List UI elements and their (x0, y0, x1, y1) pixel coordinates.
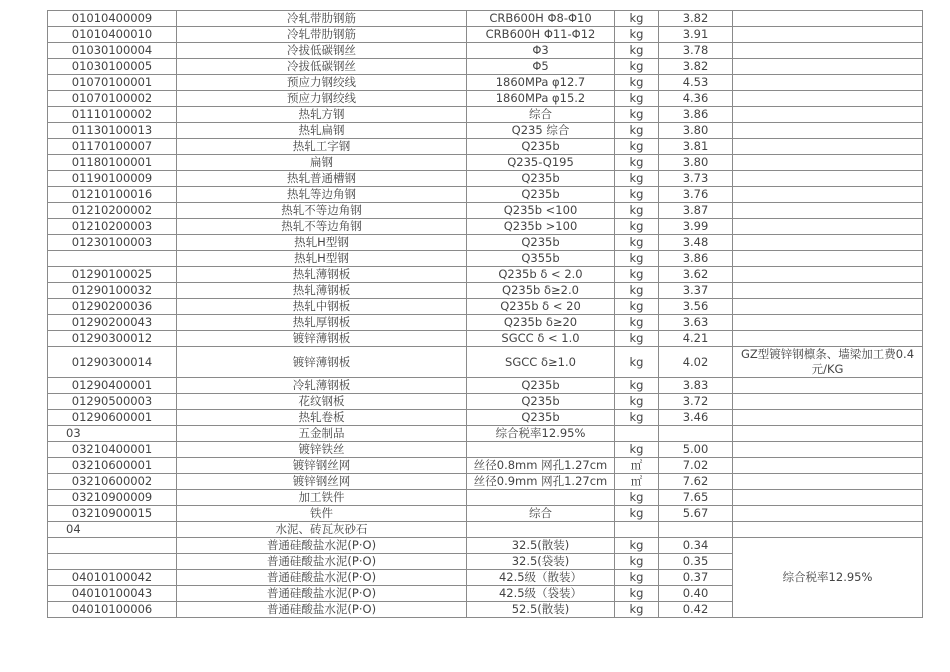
cell-code: 01010400010 (48, 27, 177, 43)
cell-price: 0.40 (659, 586, 733, 602)
cell-price: 7.62 (659, 474, 733, 490)
cell-code: 01170100007 (48, 139, 177, 155)
cell-note (733, 27, 923, 43)
cell-note (733, 43, 923, 59)
cell-unit: kg (615, 283, 659, 299)
cell-name: 五金制品 (177, 426, 467, 442)
cell-note (733, 91, 923, 107)
cell-note (733, 378, 923, 394)
table-row (48, 43, 923, 59)
cell-name: 冷轧带肋钢筋 (177, 27, 467, 43)
cell-name: 预应力钢绞线 (177, 91, 467, 107)
cell-unit: kg (615, 219, 659, 235)
cell-price: 3.80 (659, 155, 733, 171)
cell-unit: kg (615, 91, 659, 107)
cell-name: 冷拔低碳钢丝 (177, 43, 467, 59)
cell-unit (615, 426, 659, 442)
cell-note (733, 442, 923, 458)
cell-spec: Q235b (467, 410, 615, 426)
table-row (48, 347, 923, 378)
cell-price (659, 426, 733, 442)
cell-spec: 32.5(袋装) (467, 554, 615, 570)
cell-code: 01290100025 (48, 267, 177, 283)
cell-spec: CRB600H Φ11-Φ12 (467, 27, 615, 43)
cell-code: 01070100002 (48, 91, 177, 107)
cell-note (733, 410, 923, 426)
table-row (48, 458, 923, 474)
cell-price: 3.62 (659, 267, 733, 283)
cell-name: 普通硅酸盐水泥(P·O) (177, 586, 467, 602)
cell-name: 热轧中钢板 (177, 299, 467, 315)
table-row (48, 155, 923, 171)
cell-code: 01210200002 (48, 203, 177, 219)
cell-price: 3.87 (659, 203, 733, 219)
cell-name: 热轧H型钢 (177, 251, 467, 267)
cell-price: 3.80 (659, 123, 733, 139)
cell-name: 热轧不等边角钢 (177, 203, 467, 219)
cell-code: 04010100006 (48, 602, 177, 618)
cell-note (733, 219, 923, 235)
cell-spec: Q235b >100 (467, 219, 615, 235)
cell-price: 3.46 (659, 410, 733, 426)
cell-price: 3.72 (659, 394, 733, 410)
cell-code: 04010100042 (48, 570, 177, 586)
cell-spec: 综合税率12.95% (467, 426, 615, 442)
cell-code: 01070100001 (48, 75, 177, 91)
table-row (48, 331, 923, 347)
table-row (48, 203, 923, 219)
cell-unit: kg (615, 251, 659, 267)
cell-code: 01290300014 (48, 347, 177, 378)
cell-unit: kg (615, 75, 659, 91)
cell-spec: 42.5级（散装） (467, 570, 615, 586)
cell-price: 3.78 (659, 43, 733, 59)
cell-code: 04 (48, 522, 177, 538)
cell-unit: ㎡ (615, 458, 659, 474)
cell-price: 5.00 (659, 442, 733, 458)
cell-note (733, 235, 923, 251)
cell-unit: kg (615, 570, 659, 586)
cell-spec (467, 442, 615, 458)
cell-spec: Q235b δ≥20 (467, 315, 615, 331)
cell-note (733, 139, 923, 155)
cell-note (733, 171, 923, 187)
cell-price: 7.65 (659, 490, 733, 506)
cell-unit: kg (615, 11, 659, 27)
cell-price: 3.48 (659, 235, 733, 251)
cell-code: 01180100001 (48, 155, 177, 171)
cell-code: 01210200003 (48, 219, 177, 235)
cell-unit: kg (615, 299, 659, 315)
cell-note (733, 283, 923, 299)
table-row (48, 123, 923, 139)
cell-name: 热轧工字钢 (177, 139, 467, 155)
table-row (48, 442, 923, 458)
cell-code: 01290300012 (48, 331, 177, 347)
cell-unit: kg (615, 123, 659, 139)
cell-spec: Q235b (467, 378, 615, 394)
cell-price: 0.37 (659, 570, 733, 586)
cell-name: 热轧厚钢板 (177, 315, 467, 331)
cell-spec: Q235b (467, 187, 615, 203)
cell-price: 4.02 (659, 347, 733, 378)
cell-code: 03 (48, 426, 177, 442)
table-row (48, 235, 923, 251)
cell-name: 冷拔低碳钢丝 (177, 59, 467, 75)
cell-unit: kg (615, 410, 659, 426)
bottom-fade (0, 658, 950, 672)
cell-unit: kg (615, 155, 659, 171)
table-row (48, 378, 923, 394)
table-body (48, 11, 923, 618)
cell-note (733, 315, 923, 331)
table-row (48, 11, 923, 27)
cell-name: 花纹钢板 (177, 394, 467, 410)
cell-unit: kg (615, 442, 659, 458)
cell-unit: kg (615, 59, 659, 75)
cell-price: 0.34 (659, 538, 733, 554)
cell-spec: 1860MPa φ15.2 (467, 91, 615, 107)
cell-name: 预应力钢绞线 (177, 75, 467, 91)
table-row (48, 59, 923, 75)
cell-name: 冷轧薄钢板 (177, 378, 467, 394)
cell-note (733, 426, 923, 442)
cell-unit: kg (615, 554, 659, 570)
cell-code: 01290600001 (48, 410, 177, 426)
table-row (48, 506, 923, 522)
table-row (48, 315, 923, 331)
cell-price: 3.99 (659, 219, 733, 235)
cell-code: 03210900015 (48, 506, 177, 522)
cell-unit: ㎡ (615, 474, 659, 490)
table-row (48, 267, 923, 283)
cell-note (733, 59, 923, 75)
cell-unit: kg (615, 43, 659, 59)
cell-spec: CRB600H Φ8-Φ10 (467, 11, 615, 27)
cell-spec: Q235b δ < 20 (467, 299, 615, 315)
cell-note (733, 474, 923, 490)
cell-note: GZ型镀锌钢檩条、墙梁加工费0.4元/KG (733, 347, 923, 378)
cell-name: 水泥、砖瓦灰砂石 (177, 522, 467, 538)
cell-note (733, 522, 923, 538)
table-row (48, 187, 923, 203)
cell-code: 01110100002 (48, 107, 177, 123)
cell-code: 03210400001 (48, 442, 177, 458)
cell-code (48, 251, 177, 267)
cell-price: 0.35 (659, 554, 733, 570)
cell-unit: kg (615, 347, 659, 378)
cell-name: 普通硅酸盐水泥(P·O) (177, 538, 467, 554)
cell-note (733, 458, 923, 474)
cell-name: 镀锌钢丝网 (177, 474, 467, 490)
cell-note (733, 251, 923, 267)
cell-spec: Q235b (467, 394, 615, 410)
cell-spec: 丝径0.9mm 网孔1.27cm (467, 474, 615, 490)
cell-unit: kg (615, 490, 659, 506)
cell-code: 01290100032 (48, 283, 177, 299)
cell-spec: Q235-Q195 (467, 155, 615, 171)
table-row (48, 474, 923, 490)
table-row (48, 394, 923, 410)
cell-name: 镀锌薄钢板 (177, 331, 467, 347)
cell-code: 01190100009 (48, 171, 177, 187)
cell-note (733, 203, 923, 219)
table-row (48, 538, 923, 554)
cell-code: 01030100005 (48, 59, 177, 75)
cell-unit (615, 522, 659, 538)
cell-price: 3.76 (659, 187, 733, 203)
cell-price: 3.37 (659, 283, 733, 299)
cell-spec: Q235b δ < 2.0 (467, 267, 615, 283)
cell-code (48, 554, 177, 570)
cell-name: 铁件 (177, 506, 467, 522)
cell-spec: 1860MPa φ12.7 (467, 75, 615, 91)
cell-unit: kg (615, 538, 659, 554)
cell-name: 热轧薄钢板 (177, 267, 467, 283)
cell-spec: Q235b (467, 139, 615, 155)
cell-price: 0.42 (659, 602, 733, 618)
cell-unit: kg (615, 506, 659, 522)
cell-note (733, 490, 923, 506)
cell-note (733, 187, 923, 203)
cell-price: 5.67 (659, 506, 733, 522)
cell-unit: kg (615, 267, 659, 283)
cell-unit: kg (615, 139, 659, 155)
cell-spec: Q235b (467, 171, 615, 187)
cell-name: 热轧卷板 (177, 410, 467, 426)
cell-unit: kg (615, 394, 659, 410)
category-row (48, 522, 923, 538)
cell-spec: Φ5 (467, 59, 615, 75)
cell-name: 热轧等边角钢 (177, 187, 467, 203)
cell-spec: 综合 (467, 506, 615, 522)
cell-name: 热轧不等边角钢 (177, 219, 467, 235)
cell-code: 01130100013 (48, 123, 177, 139)
cell-note (733, 155, 923, 171)
cell-unit: kg (615, 187, 659, 203)
table-row (48, 139, 923, 155)
cell-unit: kg (615, 171, 659, 187)
cell-spec: Q235b (467, 235, 615, 251)
cell-note (733, 394, 923, 410)
cell-note (733, 107, 923, 123)
price-table (47, 10, 923, 618)
cell-name: 热轧方钢 (177, 107, 467, 123)
cell-price: 3.73 (659, 171, 733, 187)
cell-name: 普通硅酸盐水泥(P·O) (177, 570, 467, 586)
cell-unit: kg (615, 203, 659, 219)
cell-code: 01290200043 (48, 315, 177, 331)
cell-spec: 42.5级（袋装） (467, 586, 615, 602)
cell-unit: kg (615, 27, 659, 43)
cell-code: 01010400009 (48, 11, 177, 27)
cell-price: 3.91 (659, 27, 733, 43)
cell-unit: kg (615, 331, 659, 347)
cell-code: 03210900009 (48, 490, 177, 506)
cell-note (733, 11, 923, 27)
table-row (48, 283, 923, 299)
cell-price: 3.86 (659, 107, 733, 123)
cell-spec: Q235b δ≥2.0 (467, 283, 615, 299)
cell-spec: 丝径0.8mm 网孔1.27cm (467, 458, 615, 474)
cell-spec: Q355b (467, 251, 615, 267)
cell-name: 镀锌铁丝 (177, 442, 467, 458)
cell-name: 普通硅酸盐水泥(P·O) (177, 602, 467, 618)
cell-price: 3.63 (659, 315, 733, 331)
cell-name: 加工铁件 (177, 490, 467, 506)
cell-unit: kg (615, 602, 659, 618)
cell-name: 热轧扁钢 (177, 123, 467, 139)
cement-tax-note: 综合税率12.95% (733, 538, 923, 618)
table-row (48, 410, 923, 426)
cell-spec: Q235b <100 (467, 203, 615, 219)
cell-code: 01290400001 (48, 378, 177, 394)
cell-name: 扁钢 (177, 155, 467, 171)
cell-name: 镀锌薄钢板 (177, 347, 467, 378)
cell-price: 3.83 (659, 378, 733, 394)
cell-note (733, 331, 923, 347)
cell-code: 03210600002 (48, 474, 177, 490)
cell-note (733, 299, 923, 315)
cell-code: 01230100003 (48, 235, 177, 251)
cell-code (48, 538, 177, 554)
cell-price: 3.86 (659, 251, 733, 267)
cell-spec: Φ3 (467, 43, 615, 59)
table-row (48, 91, 923, 107)
cell-price: 3.82 (659, 11, 733, 27)
cell-code: 03210600001 (48, 458, 177, 474)
cell-spec: 52.5(散装) (467, 602, 615, 618)
cell-note (733, 506, 923, 522)
cell-code: 01290500003 (48, 394, 177, 410)
cell-price (659, 522, 733, 538)
table-row (48, 171, 923, 187)
cell-price: 7.02 (659, 458, 733, 474)
table-row (48, 490, 923, 506)
cell-price: 4.53 (659, 75, 733, 91)
cell-price: 3.81 (659, 139, 733, 155)
cell-unit: kg (615, 586, 659, 602)
cell-unit: kg (615, 107, 659, 123)
cell-name: 冷轧带肋钢筋 (177, 11, 467, 27)
cell-name: 普通硅酸盐水泥(P·O) (177, 554, 467, 570)
cell-spec (467, 522, 615, 538)
cell-price: 3.82 (659, 59, 733, 75)
category-row (48, 426, 923, 442)
table-row (48, 219, 923, 235)
cell-code: 01290200036 (48, 299, 177, 315)
table-row (48, 107, 923, 123)
cell-name: 镀锌钢丝网 (177, 458, 467, 474)
cell-unit: kg (615, 378, 659, 394)
cell-note (733, 75, 923, 91)
table-row (48, 299, 923, 315)
cell-spec: SGCC δ≥1.0 (467, 347, 615, 378)
cell-unit: kg (615, 315, 659, 331)
cell-unit: kg (615, 235, 659, 251)
cell-spec: 综合 (467, 107, 615, 123)
cell-price: 3.56 (659, 299, 733, 315)
cell-spec: Q235 综合 (467, 123, 615, 139)
cell-name: 热轧薄钢板 (177, 283, 467, 299)
cell-name: 热轧H型钢 (177, 235, 467, 251)
table-row (48, 27, 923, 43)
cell-note (733, 123, 923, 139)
cell-price: 4.21 (659, 331, 733, 347)
cell-spec (467, 490, 615, 506)
cell-code: 04010100043 (48, 586, 177, 602)
cell-code: 01030100004 (48, 43, 177, 59)
cell-price: 4.36 (659, 91, 733, 107)
cell-spec: 32.5(散装) (467, 538, 615, 554)
cell-code: 01210100016 (48, 187, 177, 203)
cell-name: 热轧普通槽钢 (177, 171, 467, 187)
table-row (48, 75, 923, 91)
table-row (48, 251, 923, 267)
cell-note (733, 267, 923, 283)
cell-spec: SGCC δ < 1.0 (467, 331, 615, 347)
